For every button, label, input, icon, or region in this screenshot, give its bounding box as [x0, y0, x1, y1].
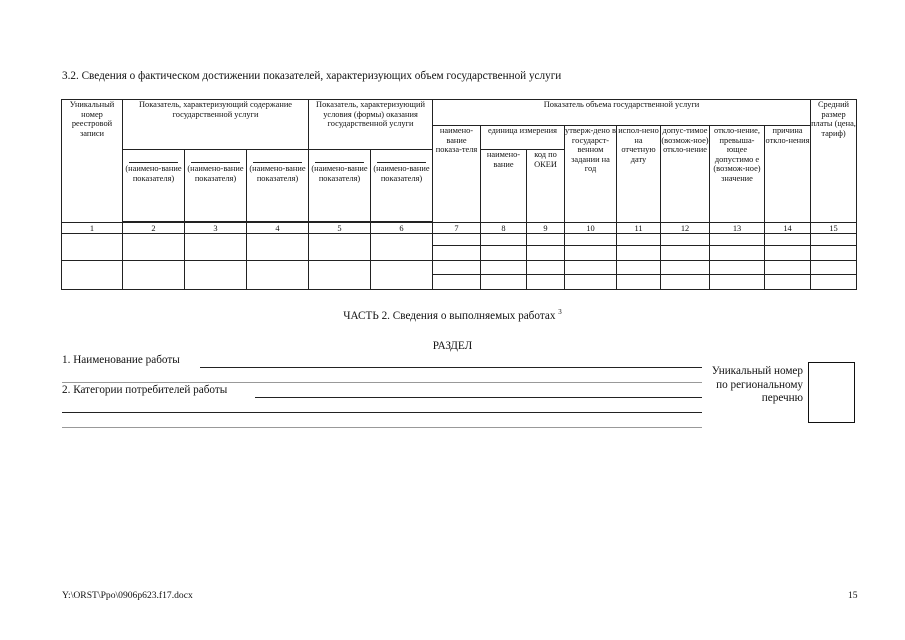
footer-file-path: Y:\ORST\Ppo\0906p623.f17.docx [62, 590, 193, 601]
col-num: 13 [710, 223, 765, 234]
col-num: 8 [481, 223, 527, 234]
col-num: 6 [371, 223, 433, 234]
page-number: 15 [848, 590, 858, 601]
col-num: 14 [765, 223, 811, 234]
header-exceeding-deviation: откло-нение, превыша-ющее допустимо е (возмож-ное) значение [710, 126, 765, 223]
header-volume-indicator: Показатель объема государственной услуги [433, 100, 811, 126]
consumers-field-line-3[interactable] [62, 427, 702, 428]
footnote-marker: 3 [558, 308, 562, 316]
header-volume-name: наимено-вание показа-теля [433, 126, 481, 223]
header-allowed-deviation: допус-тимое (возмож-ное) откло-нение [661, 126, 710, 223]
sub-indicator-3: (наимено-вание показателя) [247, 150, 309, 222]
header-content-indicator: Показатель, характеризующий содержание государственной услуги [123, 100, 309, 150]
work-name-label: 1. Наименование работы [62, 354, 180, 366]
col-num: 4 [247, 223, 309, 234]
sub-indicator-1: (наимено-вание показателя) [123, 150, 185, 222]
column-numbers-row [62, 223, 857, 234]
unique-number-label: Уникальный номер по региональному перечню [711, 365, 803, 405]
header-approved: утверж-дено в государст-венном задании на год [565, 126, 617, 223]
consumers-label: 2. Категории потребителей работы [62, 384, 228, 396]
header-unit-name: наимено-вание [481, 150, 527, 223]
col-num: 3 [185, 223, 247, 234]
work-name-field[interactable] [200, 367, 702, 368]
part2-title: ЧАСТЬ 2. Сведения о выполняемых работах $^3$ [343, 308, 562, 322]
header-conditions-indicator: Показатель, характеризующий условия (формы) оказания государственной услуги [309, 100, 433, 150]
sub-indicator-4: (наимено-вание показателя) [309, 150, 371, 222]
col-num: 11 [617, 223, 661, 234]
header-deviation-reason: причина откло-нения [765, 126, 811, 223]
razdel-label: РАЗДЕЛ [432, 340, 473, 352]
table-row [62, 261, 857, 275]
unique-number-box[interactable] [808, 362, 855, 423]
col-num: 12 [661, 223, 710, 234]
header-unique-number: Уникальный номер реестровой записи [62, 100, 123, 223]
header-average-fee: Средний размер платы (цена, тариф) [811, 100, 857, 223]
sub-indicator-5: (наимено-вание показателя) [371, 150, 433, 222]
header-unit-code: код по ОКЕИ [527, 150, 565, 223]
sub-indicator-2: (наимено-вание показателя) [185, 150, 247, 222]
work-name-field-line-2[interactable] [62, 382, 702, 383]
volume-indicators-table [61, 99, 857, 290]
col-num: 9 [527, 223, 565, 234]
col-num: 7 [433, 223, 481, 234]
col-num: 10 [565, 223, 617, 234]
section-heading: 3.2. Сведения о фактическом достижении показателей, характеризующих объем государственной услуги [62, 70, 562, 82]
consumers-field[interactable] [255, 397, 702, 398]
col-num: 2 [123, 223, 185, 234]
header-executed: испол-нено на отчетную дату [617, 126, 661, 223]
header-unit: единица измерения [481, 126, 565, 150]
col-num: 1 [62, 223, 123, 234]
col-num: 15 [811, 223, 857, 234]
consumers-field-line-2[interactable] [62, 412, 702, 413]
col-num: 5 [309, 223, 371, 234]
table-row [62, 234, 857, 246]
